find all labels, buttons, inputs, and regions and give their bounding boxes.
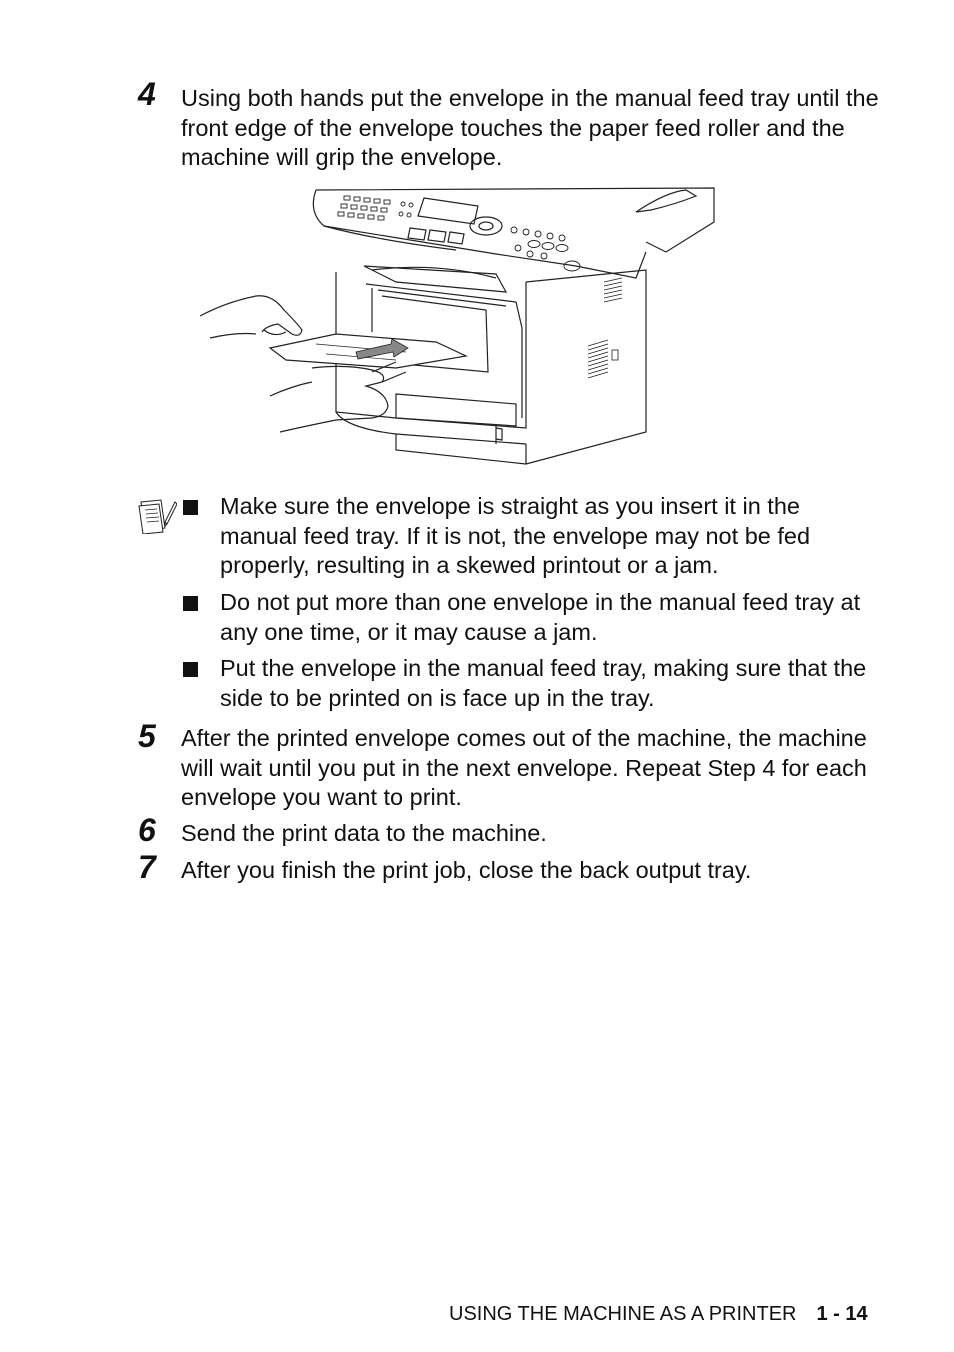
footer-section-title: USING THE MACHINE AS A PRINTER [449, 1303, 797, 1325]
step-text: Using both hands put the envelope in the manual feed tray until the front edge of the envelope touches the paper feed roller and the machine will grip the envelope. [181, 85, 879, 170]
step-text: Send the print data to the machine. [181, 820, 547, 846]
bullet-square-icon [183, 596, 198, 611]
bullet-text: Put the envelope in the manual feed tray, making sure that the side to be printed on is face up in the tray. [220, 655, 867, 711]
page-footer [449, 1302, 868, 1326]
bullet-text: Make sure the envelope is straight as you insert it in the manual feed tray. If it is not, the envelope may not be fed properly, resulting in a skewed printout or a jam. [220, 493, 811, 578]
step-number: 7 [138, 849, 156, 885]
bullet-square-icon [183, 500, 198, 515]
printer-envelope-illustration [196, 182, 720, 472]
note-pad-pencil-icon [137, 498, 177, 534]
bullet-square-icon [183, 662, 198, 677]
step-number: 5 [138, 718, 156, 754]
bullet-text: Do not put more than one envelope in the manual feed tray at any one time, or it may cause a jam. [220, 589, 861, 645]
step-number: 4 [138, 76, 156, 112]
step-text: After you finish the print job, close the back output tray. [181, 857, 752, 883]
page-number: 1 - 14 [816, 1303, 868, 1325]
step-text: After the printed envelope comes out of the machine, the machine will wait until you put in the next envelope. Repeat Step 4 for each envelope you want to print. [181, 725, 867, 810]
step-number: 6 [138, 812, 156, 848]
